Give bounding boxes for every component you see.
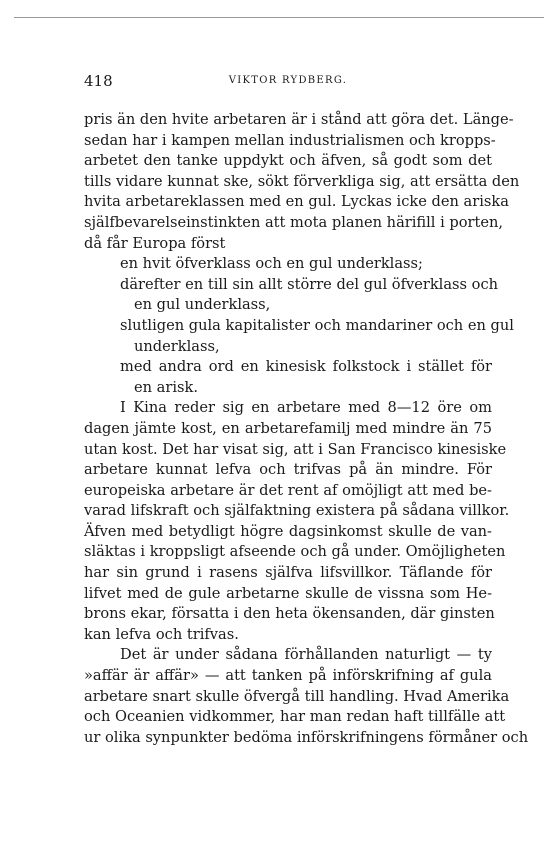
text-line: kan lefva och trifvas.: [84, 625, 239, 643]
text-line: sedan har i kampen mellan industrialismen och kropps-: [84, 131, 496, 149]
text-line: Det är under sådana förhållanden naturligt — ty: [120, 646, 492, 664]
body-text: [84, 110, 529, 748]
verse-line: en hvit öfverklass och en gul underklass;: [120, 255, 423, 273]
text-line: har sin grund i rasens själfva lifsvillkor. Täflande för: [84, 564, 492, 582]
verse-line: slutligen gula kapitalister och mandariner och en gul: [120, 316, 514, 334]
page-header: [84, 72, 492, 92]
text-line: arbetare snart skulle öfvergå till handling. Hvad Amerika: [84, 687, 510, 705]
text-line: I Kina reder sig en arbetare med 8—12 öre om: [120, 399, 492, 417]
verse-line: med andra ord en kinesisk folkstock i stället för: [120, 358, 492, 376]
text-line: dagen jämte kost, en arbetarefamilj med mindre än 75: [84, 419, 492, 437]
page-number: 418: [84, 72, 113, 90]
text-line: brons ekar, försatta i den heta ökensanden, där ginsten: [84, 605, 495, 623]
text-line: europeiska arbetare är det rent af omöjligt att med be-: [84, 481, 492, 499]
text-line: arbetare kunnat lefva och trifvas på än mindre. För: [84, 461, 492, 479]
text-line: själfbevarelseinstinkten att mota planen härifill i porten,: [84, 213, 504, 231]
verse-line: en gul underklass,: [134, 296, 271, 314]
verse-line: en arisk.: [134, 378, 198, 396]
running-head: VIKTOR RYDBERG.: [228, 75, 348, 86]
text-line: då får Europa först: [84, 234, 226, 252]
verse-line: underklass,: [134, 337, 220, 355]
text-line: hvita arbetareklassen med en gul. Lyckas icke den ariska: [84, 193, 509, 211]
top-rule: [14, 17, 544, 18]
verse-line: därefter en till sin allt större del gul öfverklass och: [120, 275, 499, 293]
text-line: arbetet den tanke uppdykt och äfven, så godt som det: [84, 152, 492, 170]
text-line: och Oceanien vidkommer, har man redan haft tillfälle att: [84, 708, 506, 726]
text-line: utan kost. Det har visat sig, att i San Francisco kinesiske: [84, 440, 507, 458]
text-line: »affär är affär» — att tanken på införskrifning af gula: [84, 667, 492, 685]
text-line: pris än den hvite arbetaren är i stånd att göra det. Länge-: [84, 111, 514, 128]
text-line: tills vidare kunnat ske, sökt förverkliga sig, att ersätta den: [84, 172, 520, 190]
text-line: Äfven med betydligt högre dagsinkomst skulle de van-: [84, 522, 492, 540]
text-line: ur olika synpunkter bedöma införskrifningens förmåner och: [84, 728, 529, 746]
text-line: släktas i kroppsligt afseende och gå under. Omöjligheten: [84, 543, 506, 561]
text-line: lifvet med de gule arbetarne skulle de vissna som He-: [84, 584, 492, 602]
text-line: varad lifskraft och själfaktning existera på sådana villkor.: [84, 502, 510, 520]
